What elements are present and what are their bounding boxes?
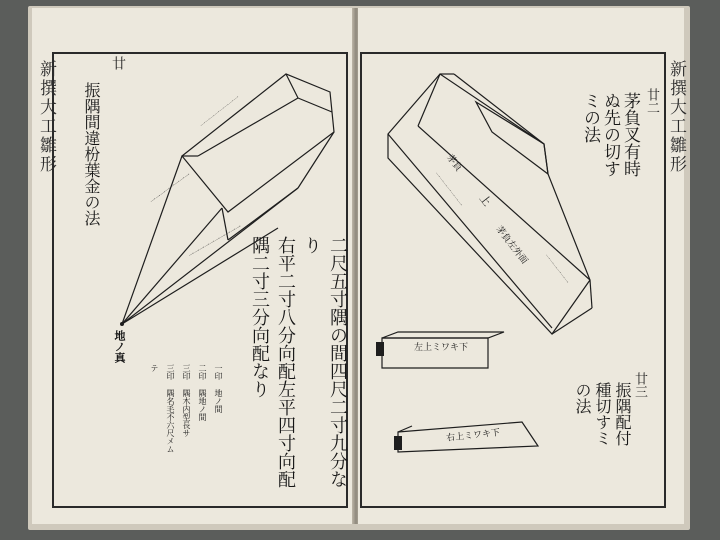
- block-one-top: [382, 332, 504, 338]
- main-text-line: 右平二寸八分向配左平四寸向配: [275, 236, 296, 488]
- diagram-line: [298, 98, 332, 112]
- lower-section-number: 廿三: [632, 372, 647, 398]
- beam-label-end: 茅負左外面: [493, 224, 530, 267]
- left-page: [32, 8, 354, 524]
- beam-label-mid: 茅負: [444, 153, 464, 174]
- diagram-line: [122, 156, 182, 324]
- legend-line: 一印 地ノ間: [214, 364, 223, 413]
- right-note-title: 茅負叉有時ぬ先の切すミの法: [580, 92, 640, 177]
- beam-edge: [552, 308, 592, 334]
- right-page: [358, 8, 684, 524]
- legend-line: 三印 隅名毛不六尺メムテ: [150, 364, 175, 453]
- diagram-tick-text: 一一一一一一一一一一: [187, 223, 243, 260]
- block-one-end: [376, 342, 384, 356]
- beam-edge: [418, 74, 440, 126]
- rafter-diagram: [32, 8, 354, 524]
- beam-edge: [388, 134, 552, 328]
- diagram-tick-text: 一一一一一一一一: [198, 94, 242, 130]
- main-text-line: 二尺五寸隅の間四尺二寸九分なり: [301, 236, 348, 488]
- block-label: 左上ミワキ下: [414, 343, 469, 353]
- lower-note-title: 振隅配付種切すミの法: [573, 382, 632, 446]
- legend-line: 三印 隅木内型長サ: [182, 364, 191, 437]
- left-running-title: 新撰大工雛形: [36, 60, 56, 174]
- left-section-number: 廿: [110, 56, 126, 70]
- diagram-tick-text: 一一一一一一一一: [149, 171, 193, 206]
- diagram-line: [298, 132, 334, 188]
- block-label: 右上ミワキ下: [445, 428, 501, 444]
- anchor-label: 地ノ真: [113, 330, 126, 363]
- beam-edge: [418, 126, 590, 280]
- anchor-dot: [120, 322, 124, 326]
- right-running-title: 新撰大工雛形: [666, 60, 686, 174]
- beam-outline: [182, 74, 334, 212]
- beam-tick-text: 一一一一一一: [542, 252, 571, 286]
- beam-tick-text: 一一一一一一一: [432, 170, 464, 209]
- diagram-line: [198, 98, 298, 156]
- legend-line: 二印 隅地ノ間: [198, 364, 207, 421]
- diagram-line: [122, 228, 278, 324]
- main-text-line: 隅二寸三分向配なり: [249, 236, 270, 398]
- left-diagram-title: 振隅間違枌葉金の法: [82, 82, 101, 226]
- beam-edge: [590, 280, 592, 308]
- diagram-line: [122, 188, 298, 324]
- diagram-line: [122, 208, 222, 324]
- beam-label-top: 上: [476, 191, 494, 209]
- block-two-end: [394, 436, 402, 450]
- right-section-number: 廿二: [644, 88, 659, 114]
- beam-edge: [454, 74, 544, 144]
